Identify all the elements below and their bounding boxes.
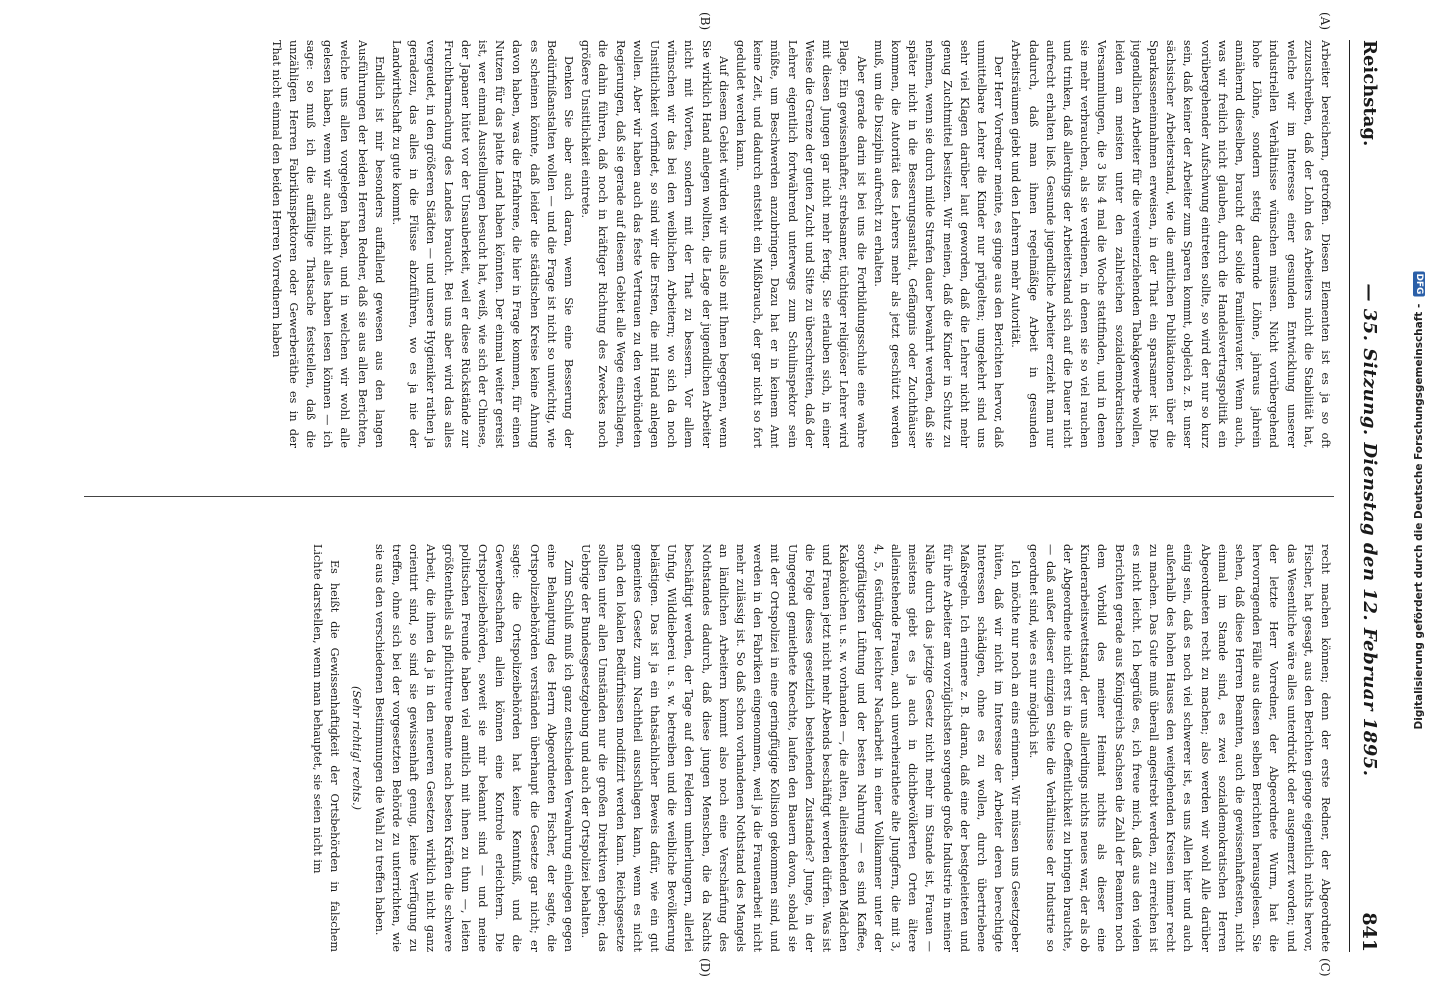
margin-marker-d: (D) [698,958,712,977]
paragraph: Arbeiter bereichern, getroffen. Diesen Elementen ist es ja so oft zuzuschreiben, daß der Lohn des Arbeiters nicht die Stabilität hat, welche wir im Interesse einer gesunden Entwicklung unserer industriellen Verhältnisse wünschen müssen. Nicht vorübergehend hohe Löhne, sondern stetig dauernde Löhne, jahraus jahrein annähernd dieselben, braucht der solide Familienvater. Wenn auch, was wir freilich nicht glauben, durch die Handelsvertragspolitik ein vorübergehender Aufschwung eintreten sollte, so wird der nur so kurz sein, daß keiner der Arbeiter zum Sparen kommt, obgleich z. B. unser sächsischer Arbeiterstand, wie die amtlichen Publikationen über die Sparkasseneinnahmen erweisen, in der That ein sparsamer ist. Die jugendlichen Arbeiter für die vereinerziehenden Tabakgewerbe wollen, leiden am meisten unter den zahlreichen sozialdemokratischen Versammlungen, die 3 bis 4 mal die Woche stattfinden, und in denen sie mehr verbrauchen, als sie verdienen, in denen sie so viel rauchen und trinken, daß allerdings der Arbeiterstand sich auf die Dauer nicht aufrecht erhalten ließ. Gesunde jugendliche Arbeiter erzieht man nur dadurch, daß man ihnen regelmäßige Arbeit in gesunden Arbeitsräumen giebt und den Lehrern mehr Autorität. [1009,40,1332,448]
paragraph: Aber gerade darin ist bei uns die Fortbildungsschule eine wahre Plage. Ein gewissenhafter, strebsamer, tüchtiger religiöser Lehrer wird mit diesen Jungen gar nicht mehr fertig. Sie erlauben sich, in einer Weise die Grenze der guten Zucht und Sitte zu überschreiten, daß der Lehrer eigentlich fortwährend unterwegs zum Schulinspektor sein müßte, um Beschwerden anzubringen. Dazu hat er in keinem Amt keine Zeit, und dadurch entsteht ein Mißbrauch, der gar nicht so fort geduldet werden kann. [734,40,868,448]
header-folio: Reichstag. [1359,40,1380,147]
header-rule [1349,40,1350,952]
interjection: (Sehr richtig! rechts.) [349,685,363,811]
page-header [1354,40,1380,952]
page-number: 841 [1358,912,1380,952]
margin-marker-c: (C) [1318,958,1332,977]
header-running-title: — 35. Sitzung. Dienstag den 12. Februar 1895. [1359,283,1380,777]
paragraph: Es heißt die Gewissenhaftigkeit der Ortsbehörden in falschem Lichte darstellen, wenn man behauptet, sie seien nicht im [311,544,342,952]
paragraph: Endlich ist mir besonders auffallend gewesen aus den langen Ausführungen der beiden Herren Redner, daß sie aus allen Berichten, welche uns allen vorgelegen haben, und in welchen wir wohl alle gelesen haben, wenn wir auch nicht alles haben lesen können — ich sage: so muß ich die auffällige Thatsache feststellen, daß die unzähligen Herren Fabrikinspektoren oder Gewerberäthe es in der That nicht einmal den beiden Herren Vorrednern haben [269,40,386,448]
margin-marker-a: (A) [1318,12,1332,31]
paragraph: Denken Sie aber auch daran, wenn Sie eine Besserung der Bedürfnißanstalten wollen — und die Frage ist nicht so unwichtig, wie es scheinen könnte, daß leider die städtischen Kreise keine Ahnung davon haben, was die Erfahrene, die hier in Frage kommen, für einen Nutzen für das platte Land haben könnten. Der einmal weiter gereist ist, wer einmal Ausstellungen besucht hat, weiß, wie sich der Chinese, der Japaner hütet vor der Unsauberkeit, weil er diese Rückstände zur Fruchtbarmachung des Landes braucht. Bei uns aber wird das alles vergeudet, in den größeren Städten — und unsere Hygieniker rathen ja geradezu, das alles in die Flüsse abzuführen, wo es ja nie der Landwirthschaft zu gute kommt. [390,40,576,448]
paragraph: recht machen können; denn der erste Redner, der Abgeordnete Fischer, hat gesagt, aus den Berichten gienge eigentlich nichts hervor, das Wesentliche wäre alles unterdrückt oder ausgemerzt worden; und der letzte Herr Vorredner, der Abgeordnete Wurm, hat die hervorragenden Fälle aus diesen selben Berichten herausgelesen. Sie sehen, daß diese Herren Beamten, auch die gewissenhaftesten, nicht einmal im Stande sind, es zwei sozialdemokratischen Herren Abgeordneten recht zu machen; also werden wir wohl Alle darüber einig sein, daß es noch viel schwerer ist, es uns Allen hier und auch außerhalb des hohen Hauses den weitgehenden Kreisen immer recht zu machen. Das Gute muß überall angestrebt werden, zu erreichen ist es nicht leicht. Ich begrüße es, ich freue mich, daß aus den vielen Berichten gerade aus Königreichs Sachsen die Zahl der Beamten noch dem Vorbild des meiner Heimat nichts als dieser eine Kinderarbeitswettstand, der uns allerdings nichts neues war, der als ob der Abgeordnete nicht erst in die Oeffentlichkeit zu bringen brauchte, — daß außer dieser einzigen Seite die Verhältnisse der Industrie so geordnet sind, wie es nur möglich ist. [1026,544,1332,952]
digitization-credit [1408,4,1430,996]
margin-marker-b: (B) [698,12,712,31]
paragraph: Der Herr Vorredner meinte, es ginge aus den Berichten hervor, daß unmittelbare Lehrer die Kinder nur prügelten; umgekehrt sind uns sehr viel Klagen darüber laut geworden, daß die Lehrer nicht mehr genug Zuchtmittel besitzen. Wir meinen, daß die Kinder in Schutz zu nehmen, wenn sie durch milde Strafen dauer bewahrt werden, daß sie später nicht in die Besserungsanstalt, Gefängnis oder Zuchthäuser kommen, die Autorität des Lehrers mehr als jetzt geschützt werden muß, um die Disziplin aufrecht zu erhalten. [871,40,1006,448]
paragraph: Ich möchte nur noch an eins erinnern. Wir müssen uns Gesetzgeber hüten, daß wir nicht im Interesse der Arbeiter deren berechtigte Interessen schädigen, ohne es zu wollen, durch übertriebene Maßregeln. Ich erinnere z. B. daran, daß eine der bestgeleiteten und für ihre Arbeiter am vorzüglichsten sorgende große Industrie in meiner Nähe durch das jetzige Gesetz nicht mehr im Stande ist, Frauen — meistens giebt es ja auch in dichtbevölkerten Orten ältere alleinstehende Frauen, auch unverheirathete alte Jungfern, die mit 3, 4, 5, 6stündiger leichter Nacharbeit in einer Vollkammer unter der sorgfältigsten Lüftung und der besten Nahrung — es sind Kaffee, Kakaoküchen u. s. w. vorhanden —, die alten, alleinstehenden Mädchen und Frauen jetzt nicht mehr Abends beschäftigt werden dürfen. Was ist die Folge dieses gesetzlich bestehenden Zustandes? Junge, in der Umgegend gemiethete Knechte, laufen den Bauern davon, sobald sie mit der Ortspolizei in eine geringfügige Kollision gekommen sind, und werden in den Fabriken eingenommen, weil ja die Frauenarbeit nicht mehr zulässig ist. So daß schon vorhandenen Nothstand des Mangels an ländlichen Arbeitern kommt also noch eine Verschärfung des Nothstandes dadurch, daß diese jungen Menschen, die da Nachts beschäftigt werden, der Tage auf den Feldern umherlungern, allerlei Unfug, Wilddieberei u. s. w. betreiben und die weibliche Bevölkerung belästigen. Das ist ja ein thatsächlicher Beweis dafür, wie ein gut gemeintes Gesetz zum Nachtheil ausschlagen kann, wenn es nicht nach den lokalen Bedürfnissen modifizirt werden kann. Reichsgesetze sollten unter allen Umständen nur die großen Direktiven geben; das Uebrige der Bundesgesetzgebung und auch der Ortspolizei behalten. [579,544,1023,952]
column-divider [84,496,1334,497]
left-column [84,40,1334,448]
paragraph: Auf diesem Gebiet würden wir uns also mit Ihnen begegnen, wenn Sie wirklich Hand anlegen wollten, die Lage der jugendlichen Arbeiter nicht mit Worten, sondern mit der That zu bessern. Vor allem wünschen wir das bei den weiblichen Arbeitern; wo sich da noch Unsittlichkeit vorfindet, so sind wir die Ersten, die mit Hand anlegen wollen. Aber wir haben auch das feste Vertrauen zu den verbündeten Regierungen, daß sie gerade auf diesem Gebiet alle Wege einschlagen, die dahin führen, daß noch in kräftiger Richtung des Zweckes noch größere Unsittlichkeit eintrete. [579,40,730,448]
right-column [84,544,1334,952]
paragraph: Zum Schluß muß ich ganz entschieden Verwahrung einlegen gegen eine Behauptung des Herrn Abgeordneten Fischer, der sagte, die Ortspolizeibehörden verständen überhaupt die Gesetze gar nicht; er sagte: die Ortspolizeibehörden hat keine Kenntniß, und die Gewerbeschaften allein können eine Kontrole erleichtern. Die Ortspolizeibehörden, soweit sie mir bekannt sind — und meine politischen Freunde haben viel amtlich mit ihnen zu thun —, leiten größtentheils als pflichttreue Beamte nach besten Kräften die schwere Arbeit, die ihnen da ja in den neueren Gesetzen wirklich nicht ganz orientirt sind, so sind sie gewissenhaft genug, keine Verfügung zu treffen, ohne sich bei der vorgesetzten Behörde zu unterrichten, wie sie aus den verschiedenen Bestimmungen die Wahl zu treffen haben. [372,544,576,952]
dfg-logo: DFG [1414,272,1424,294]
credit-text: Digitalisierung gefördert durch die Deutsche Forschungsgemeinschaft - [1413,303,1425,730]
